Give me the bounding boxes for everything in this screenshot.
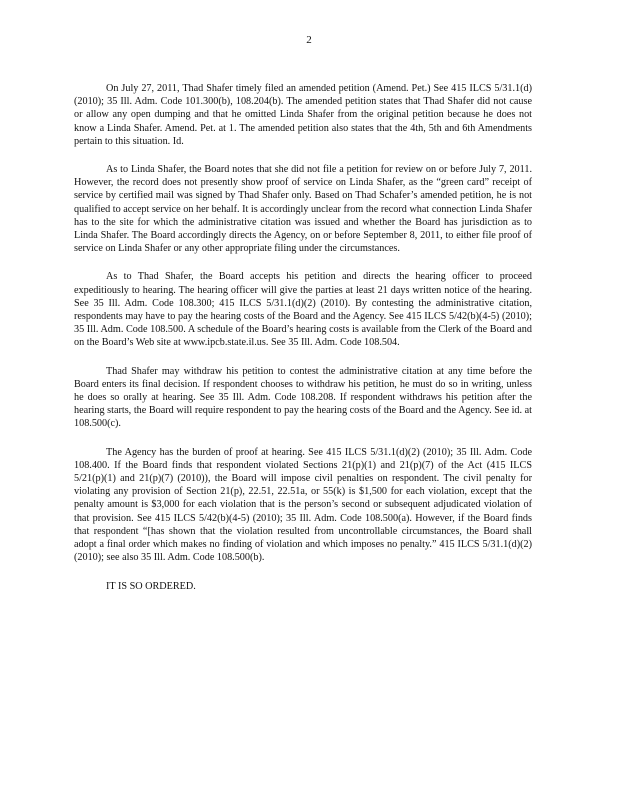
paragraph-withdrawal: Thad Shafer may withdraw his petition to contest the administrative citation at any time before the Board enters its final decision. If respondent chooses to withdraw his petition, he must do so in writing, unless he does so orally at hearing. See 35 Ill. Adm. Code 108.208. If respondent withdraws his petition after the hearing starts, the Board will require respondent to pay the hearing costs of the Board and the Agency. See id. at 108.500(c). (74, 365, 532, 430)
paragraph-thad-shafer-hearing: As to Thad Shafer, the Board accepts his petition and directs the hearing officer to proceed expeditiously to hearing. The hearing officer will give the parties at least 21 days written notice of the hearing. See 35 Ill. Adm. Code 108.300; 415 ILCS 5/31.1(d)(2) (2010). By contesting the administrative citation, respondents may have to pay the hearing costs of the Board and the Agency. See 415 ILCS 5/42(b)(4-5) (2010); 35 Ill. Adm. Code 108.500. A schedule of the Board’s hearing costs is available from the Clerk of the Board and on the Board’s Web site at www.ipcb.state.il.us. See 35 Ill. Adm. Code 108.504. (74, 271, 532, 349)
paragraph-burden-of-proof: The Agency has the burden of proof at hearing. See 415 ILCS 5/31.1(d)(2) (2010); 35 Ill. Adm. Code 108.400. If the Board finds that respondent violated Sections 21(p)(1) and 21(p)(7) of the Act (415 ILCS 5/21(p)(1) and 21(p)(7) (2010)), the Board will impose civil penalties on respondent. The civil penalty for violating any provision of Section 21(p), 22.51, 22.51a, or 55(k) is $1,500 for each violation, except that the penalty amount is $3,000 for each violation that is the person’s second or subsequent adjudicated violation of that provision. See 415 ILCS 5/42(b)(4-5) (2010); 35 Ill. Adm. Code 108.500(a). However, if the Board finds that respondent “[has shown that the violation resulted from uncontrollable circumstances, the Board shall adopt a final order which makes no finding of violation and which imposes no penalty.” 415 ILCS 5/31.1(d)(2) (2010); see also 35 Ill. Adm. Code 108.500(b). (74, 446, 532, 564)
page-number: 2 (306, 34, 312, 46)
closing-order: IT IS SO ORDERED. (106, 580, 196, 592)
document-body (74, 82, 532, 608)
paragraph-linda-shafer: As to Linda Shafer, the Board notes that she did not file a petition for review on or before July 7, 2011. However, the record does not presently show proof of service on Linda Shafer, as the “green card” receipt of service by certified mail was signed by Thad Shafer only. Based on Thad Schafer’s amended petition, he is not qualified to accept service on her behalf. It is accordingly unclear from the record what connection Linda Shafer has to the site for which the administrative citation was issued and whether the Board has jurisdiction as to Linda Shafer. The Board accordingly directs the Agency, on or before September 8, 2011, to either file proof of service on Linda Shafer or any other appropriate filing under the circumstances. (74, 164, 532, 255)
paragraph-amended-petition: On July 27, 2011, Thad Shafer timely filed an amended petition (Amend. Pet.) See 415 ILCS 5/31.1(d) (2010); 35 Ill. Adm. Code 101.300(b), 108.204(b). The amended petition states that Thad Shafer did not cause or allow any open dumping and that he omitted Linda Shafer from the original petition because he does not know a Linda Shafer. Amend. Pet. at 1. The amended petition also states that the 4th, 5th and 6th Amendments pertain to this situation. Id. (74, 83, 532, 147)
